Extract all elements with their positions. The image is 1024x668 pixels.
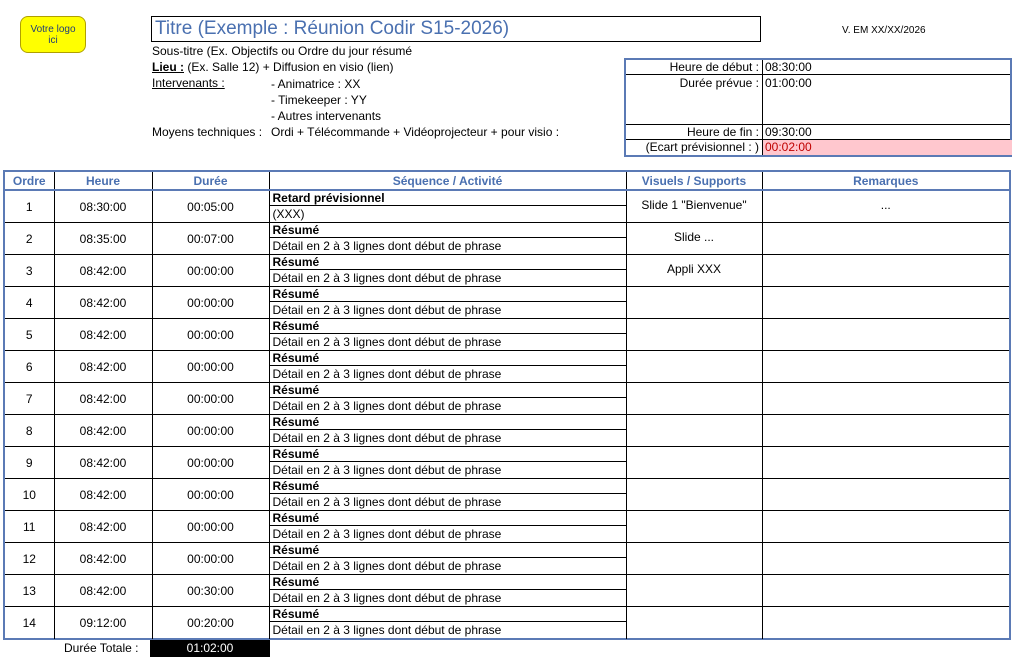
table-row	[5, 223, 1009, 255]
lieu-label: Lieu :	[152, 60, 184, 74]
cell-visuel[interactable]	[626, 383, 762, 415]
cell-remarque[interactable]	[762, 447, 1009, 479]
table-row	[5, 351, 1009, 383]
cell-visuel[interactable]	[626, 607, 762, 639]
cell-heure[interactable]: 08:35:00	[54, 223, 152, 255]
cell-visuel[interactable]	[626, 351, 762, 383]
cell-ordre[interactable]: 7	[5, 383, 54, 415]
cell-remarque[interactable]	[762, 383, 1009, 415]
sequence-detail: Détail en 2 à 3 lignes dont début de phrase	[272, 463, 502, 477]
cell-remarque[interactable]	[762, 607, 1009, 639]
table-row	[5, 319, 1009, 351]
cell-sequence[interactable]	[269, 543, 626, 575]
cell-sequence[interactable]	[269, 383, 626, 415]
cell-duree[interactable]: 00:00:00	[152, 447, 269, 479]
sequence-detail: (XXX)	[272, 207, 305, 221]
sequence-title: Résumé	[270, 447, 626, 462]
col-header-heure: Heure	[54, 172, 152, 190]
cell-remarque[interactable]	[762, 255, 1009, 287]
lieu-line	[152, 60, 394, 74]
sequence-title: Résumé	[270, 383, 626, 398]
lieu-value: (Ex. Salle 12) + Diffusion en visio (lien)	[184, 60, 394, 74]
cell-ordre[interactable]: 14	[5, 607, 54, 639]
cell-visuel[interactable]	[626, 415, 762, 447]
sequence-title: Résumé	[270, 223, 626, 238]
cell-sequence[interactable]	[269, 190, 626, 223]
duree-prevue-value[interactable]: 01:00:00	[765, 76, 812, 90]
logo-placeholder	[20, 16, 86, 53]
sequence-detail: Détail en 2 à 3 lignes dont début de phrase	[272, 399, 502, 413]
cell-remarque[interactable]	[762, 223, 1009, 255]
sequence-detail: Détail en 2 à 3 lignes dont début de phrase	[272, 335, 502, 349]
cell-sequence[interactable]	[269, 511, 626, 543]
cell-heure[interactable]: 08:42:00	[54, 319, 152, 351]
sequence-title: Résumé	[270, 287, 626, 302]
cell-duree[interactable]: 00:00:00	[152, 415, 269, 447]
cell-heure[interactable]: 08:42:00	[54, 479, 152, 511]
agenda-table	[5, 172, 1009, 639]
cell-heure[interactable]: 08:42:00	[54, 287, 152, 319]
cell-duree[interactable]: 00:00:00	[152, 255, 269, 287]
cell-duree[interactable]: 00:20:00	[152, 607, 269, 639]
cell-remarque[interactable]: ...	[762, 190, 1009, 223]
cell-duree[interactable]: 00:07:00	[152, 223, 269, 255]
cell-ordre[interactable]: 4	[5, 287, 54, 319]
cell-visuel[interactable]	[626, 543, 762, 575]
ecart-value[interactable]: 00:02:00	[763, 140, 1012, 155]
cell-ordre[interactable]: 6	[5, 351, 54, 383]
cell-remarque[interactable]	[762, 479, 1009, 511]
cell-sequence[interactable]	[269, 447, 626, 479]
cell-sequence[interactable]	[269, 223, 626, 255]
table-row	[5, 607, 1009, 639]
duree-totale-label: Durée Totale :	[64, 641, 139, 655]
cell-ordre[interactable]: 10	[5, 479, 54, 511]
col-header-sequence: Séquence / Activité	[269, 172, 626, 190]
table-row	[5, 287, 1009, 319]
cell-duree[interactable]: 00:00:00	[152, 543, 269, 575]
cell-visuel[interactable]	[626, 511, 762, 543]
table-row	[5, 575, 1009, 607]
sequence-detail: Détail en 2 à 3 lignes dont début de phrase	[272, 431, 502, 445]
sequence-title: Résumé	[270, 575, 626, 590]
time-summary-box	[624, 58, 1012, 157]
table-row	[5, 255, 1009, 287]
duree-prevue-label: Durée prévue :	[679, 76, 759, 90]
heure-debut-value[interactable]: 08:30:00	[765, 60, 812, 74]
table-header-row	[5, 172, 1009, 190]
intervenant-item: - Autres intervenants	[271, 109, 382, 123]
cell-sequence[interactable]	[269, 255, 626, 287]
cell-duree[interactable]: 00:00:00	[152, 511, 269, 543]
cell-duree[interactable]: 00:30:00	[152, 575, 269, 607]
sequence-detail: Détail en 2 à 3 lignes dont début de phrase	[272, 591, 502, 605]
cell-sequence[interactable]	[269, 479, 626, 511]
cell-ordre[interactable]: 11	[5, 511, 54, 543]
col-header-ordre: Ordre	[5, 172, 54, 190]
sequence-detail: Détail en 2 à 3 lignes dont début de phrase	[272, 271, 502, 285]
intervenants-label: Intervenants :	[152, 76, 225, 90]
table-row	[5, 415, 1009, 447]
heure-fin-label: Heure de fin :	[686, 125, 759, 139]
cell-visuel[interactable]: Appli XXX	[626, 255, 762, 287]
intervenant-item: - Animatrice : XX	[271, 77, 361, 91]
cell-sequence[interactable]	[269, 415, 626, 447]
duree-totale-value[interactable]: 01:02:00	[150, 640, 270, 657]
cell-heure[interactable]: 08:42:00	[54, 383, 152, 415]
sequence-detail: Détail en 2 à 3 lignes dont début de phrase	[272, 559, 502, 573]
heure-debut-label: Heure de début :	[669, 60, 759, 74]
sequence-detail: Détail en 2 à 3 lignes dont début de phrase	[272, 303, 502, 317]
cell-heure[interactable]: 08:42:00	[54, 255, 152, 287]
cell-remarque[interactable]	[762, 319, 1009, 351]
cell-sequence[interactable]	[269, 607, 626, 639]
cell-heure[interactable]: 08:42:00	[54, 351, 152, 383]
logo-text: Votre logo ici	[30, 23, 76, 46]
sequence-detail: Détail en 2 à 3 lignes dont début de phrase	[272, 527, 502, 541]
cell-heure[interactable]: 08:42:00	[54, 575, 152, 607]
col-header-visuels: Visuels / Supports	[626, 172, 762, 190]
agenda-table-container	[3, 170, 1011, 640]
cell-visuel[interactable]: Slide 1 "Bienvenue"	[626, 190, 762, 223]
table-row	[5, 479, 1009, 511]
sequence-title: Résumé	[270, 255, 626, 270]
heure-fin-value[interactable]: 09:30:00	[765, 125, 812, 139]
cell-duree[interactable]: 00:00:00	[152, 319, 269, 351]
cell-visuel[interactable]	[626, 447, 762, 479]
cell-ordre[interactable]: 8	[5, 415, 54, 447]
cell-ordre[interactable]: 5	[5, 319, 54, 351]
table-row	[5, 543, 1009, 575]
page-title[interactable]: Titre (Exemple : Réunion Codir S15-2026)	[151, 16, 761, 42]
cell-sequence[interactable]	[269, 575, 626, 607]
cell-visuel[interactable]	[626, 287, 762, 319]
cell-remarque[interactable]	[762, 351, 1009, 383]
cell-remarque[interactable]	[762, 287, 1009, 319]
cell-duree[interactable]: 00:00:00	[152, 287, 269, 319]
ecart-label: (Ecart prévisionnel : )	[645, 140, 759, 154]
subtitle: Sous-titre (Ex. Objectifs ou Ordre du jour résumé	[152, 44, 413, 58]
cell-visuel[interactable]: Slide ...	[626, 223, 762, 255]
cell-remarque[interactable]	[762, 415, 1009, 447]
table-row	[5, 447, 1009, 479]
cell-remarque[interactable]	[762, 575, 1009, 607]
cell-heure[interactable]: 08:42:00	[54, 511, 152, 543]
cell-heure[interactable]: 08:42:00	[54, 543, 152, 575]
sequence-title: Résumé	[270, 511, 626, 526]
sequence-detail: Détail en 2 à 3 lignes dont début de phrase	[272, 495, 502, 509]
sequence-title: Résumé	[270, 543, 626, 558]
moyens-label: Moyens techniques :	[152, 125, 263, 139]
sequence-detail: Détail en 2 à 3 lignes dont début de phrase	[272, 623, 502, 637]
cell-heure[interactable]: 08:42:00	[54, 447, 152, 479]
cell-duree[interactable]: 00:05:00	[152, 190, 269, 223]
cell-ordre[interactable]: 3	[5, 255, 54, 287]
sequence-title: Résumé	[270, 479, 626, 494]
cell-visuel[interactable]	[626, 575, 762, 607]
cell-heure[interactable]: 09:12:00	[54, 607, 152, 639]
cell-duree[interactable]: 00:00:00	[152, 351, 269, 383]
version-label: V. EM XX/XX/2026	[842, 25, 926, 36]
table-row	[5, 190, 1009, 223]
cell-heure[interactable]: 08:30:00	[54, 190, 152, 223]
table-row	[5, 383, 1009, 415]
table-row	[5, 511, 1009, 543]
cell-ordre[interactable]: 13	[5, 575, 54, 607]
cell-ordre[interactable]: 9	[5, 447, 54, 479]
sequence-detail: Détail en 2 à 3 lignes dont début de phrase	[272, 367, 502, 381]
cell-visuel[interactable]	[626, 479, 762, 511]
intervenant-item: - Timekeeper : YY	[271, 93, 367, 107]
cell-remarque[interactable]	[762, 511, 1009, 543]
cell-duree[interactable]: 00:00:00	[152, 479, 269, 511]
cell-ordre[interactable]: 12	[5, 543, 54, 575]
sequence-detail: Détail en 2 à 3 lignes dont début de phrase	[272, 239, 502, 253]
cell-visuel[interactable]	[626, 319, 762, 351]
sequence-title: Résumé	[270, 351, 626, 366]
col-header-duree: Durée	[152, 172, 269, 190]
cell-sequence[interactable]	[269, 351, 626, 383]
cell-heure[interactable]: 08:42:00	[54, 415, 152, 447]
sequence-title: Résumé	[270, 415, 626, 430]
sequence-title: Retard prévisionnel	[270, 191, 626, 206]
cell-ordre[interactable]: 2	[5, 223, 54, 255]
cell-remarque[interactable]	[762, 543, 1009, 575]
sequence-title: Résumé	[270, 607, 626, 622]
cell-sequence[interactable]	[269, 287, 626, 319]
col-header-remarques: Remarques	[762, 172, 1009, 190]
cell-ordre[interactable]: 1	[5, 190, 54, 223]
moyens-value: Ordi + Télécommande + Vidéoprojecteur + pour visio :	[271, 125, 560, 139]
cell-duree[interactable]: 00:00:00	[152, 383, 269, 415]
cell-sequence[interactable]	[269, 319, 626, 351]
sequence-title: Résumé	[270, 319, 626, 334]
